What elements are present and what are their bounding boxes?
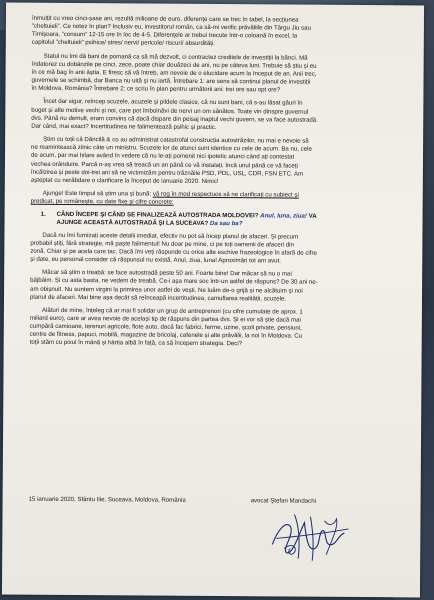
paragraph-2 — [31, 52, 401, 95]
text-line: planul de afaceri. Mai bine așa decât să reînceapă incertitudinea, camuflarea realității, scuzele. — [29, 293, 287, 303]
text-line: guvernele se schimbă, dar Banca nu uită și nu iartă. Întrebare 1: are sens să continui planul de investiții — [31, 76, 311, 86]
paragraph-4 — [31, 136, 401, 188]
text-line: bâjbâim. Și cu asta basta, ne vedem de treabă. Ce-i așa mare soc într-un astfel de răspuns? De 30 ani ne- — [30, 277, 318, 287]
paragraph-3 — [31, 98, 401, 133]
question-detail-2: Da sau ba? — [209, 220, 243, 228]
letter-body — [28, 14, 402, 505]
question-number: 1. — [40, 211, 46, 219]
text-line: vechea orânduire. Parcă n-aș vrea să treacă un an până ce vă instalați, încă unul până ce vă faceți — [30, 160, 298, 170]
text-line: buget și alte motive vechi și noi, care pot îmbolnăvi de nervi un om sănătos. Toate vin dinspre guvernul — [31, 106, 309, 116]
request-intro: Ajunge! Este timpul să știm una și bună: — [42, 189, 153, 198]
text-line: Statul nu îmi dă bani de pomană ca să mă dezvolt, ci contractez creditele de investiții la bănci. Mă — [43, 52, 308, 62]
text-line: în Moldova, România? Întrebare 2: ce scriu în plan pentru următorii ani: trei ore sau opt ore? — [31, 84, 281, 94]
question-detail-1: Anul, luna, ziua! — [260, 212, 307, 220]
text-line: Alături de mine, înțeleg că ar mai fi solidar un grup de antreprenori (cu cifre cumulate de aprox. 1 — [41, 306, 303, 316]
text-line: zonă. Chiar și pe acela care tac. Dacă îmi veți răspunde cu orice alte eschive frazeologice în afară de cifre — [30, 247, 317, 257]
text-line: miliard euro), care ar avea nevoie de același tip de răspuns din partea dvs. Și ei vor să știe dacă mai — [29, 314, 301, 324]
text-line: ne reamintească zilnic câte un ministru. Scuzele lor de atunci sunt identice cu cele de acum. Ba nu, cele — [31, 143, 312, 153]
question-1 — [31, 211, 401, 230]
paragraph-1 — [32, 15, 402, 50]
text-line: Dar când, mai exact? Incertitudinea ne falimentează psihic și practic. — [31, 122, 217, 131]
text-line: de acum, par mai hilare având în vedere că nu le-ați pomenit nici ipotetic atunci când ați contestat — [30, 152, 295, 161]
text-line: centre de fitness, papuci, mobilă, magazine de bricolaj, cafenele și alte prăvălii, la noi în Moldova. Cu — [29, 331, 303, 340]
text-line: îndatorez cu dobânzile pe cinci, zece, poate chiar douăzeci de ani, nu pe câteva luni. Trebuie să știu și eu — [31, 60, 317, 70]
text-line: și date, eu personal consider că răspunsul nu există. Anul, ziua, luna! Aproximări tot am avut. — [30, 255, 281, 265]
text-line: în ce mă bag în anii ăștia. E firesc să vă întreb, am nevoie de o elucidare acum la început de an. Anii trec, — [31, 68, 317, 78]
text-line: capitolul ”cheltuieli” psihice/ stres/ nervi/ pericole/ riscuri/ absurdități. — [31, 39, 216, 48]
question-main: CÂND ÎNCEPE ȘI CÂND SE FINALIZEAZĂ AUTOSTRADA MOLDOVEI? — [56, 211, 259, 220]
question-line2-main: AJUNGE ACEASTĂ AUTOSTRADĂ ȘI LA SUCEAVA? — [56, 219, 209, 228]
paragraph-8 — [30, 307, 400, 350]
text-line: Încet dar sigur, reîncep scuzele, acuzele și pildele clasice, că nu sunt bani, că s-au lăsat găuri în — [43, 98, 303, 108]
paragraph-7 — [30, 269, 400, 304]
text-line: probabil știți, fără strategie, mă paște falimentul! Nu doar pe mine, ci pe toți oamenii de afaceri din — [30, 239, 294, 249]
handwritten-signature — [264, 508, 354, 563]
text-line: așteptat cu nerăbdare o clarificare la început de ianuarie 2020. Nimic! — [30, 176, 219, 185]
signature-name: avocat Ștefan Mandachi — [250, 497, 317, 505]
text-line: dvs. Până nu demult, eram convins că dacă dispare din peisaj inaptul vechi guvern, se va face autostradă. — [31, 114, 318, 124]
paragraph-6 — [30, 231, 400, 266]
paragraph-5 — [31, 190, 401, 209]
text-line: toții stăm cu pixul în mână și hârtia albă în față, ca să începem strategia. Deci? — [29, 339, 243, 348]
text-line: Măcar să știm o treabă: se face autostradă peste 50 ani. Foarte bine! Dar măcar să nu o mai — [42, 269, 292, 278]
text-line: Știm cu toții că Dăncilă & co au administrat catastrofal construcția autostrăzilor, nu mai e nevoie să — [43, 135, 309, 145]
text-line: am obișnuit. Nu suntem virgini la primirea unor astfel de vești. Ne luăm de-o grijă și ne alcătuim și noi — [30, 285, 303, 295]
text-line: Dacă nu îmi furnizați aceste detalii imediat, efectiv nu pot să încep planul de afaceri. Și precum — [42, 231, 299, 241]
place-date: 15 ianuarie 2020, Sfântu Ilie, Suceava, Moldova, România — [28, 495, 186, 504]
question-mid: VA — [308, 212, 317, 221]
letter-page — [2, 3, 424, 598]
request-line-2: predicat, pe românește, cu date fixe și cifre concrete: — [30, 197, 174, 206]
letter-footer — [29, 496, 399, 509]
text-line: încălzirea și peste doi-trei ani să ne victimizăm pentru trăznăile PSD, PDL, USL, CDR, FSN ETC. Am — [30, 168, 304, 178]
text-line: înmulțit cu vreo cinci-șase ani, rezultă milioane de euro, diferențe care se trec în tabel, la secțiunea — [31, 14, 299, 24]
request-underlined: vă rog în mod respectuos să ne clarificați cu subiect și — [152, 190, 299, 199]
text-line: Timișoara, ”consum” 12-15 ore în loc de 4-5. Diferențele ar trebui trecute într-o coloană în excel, la — [31, 31, 298, 40]
text-line: ”cheltuieli”. Ce notez în plan? Inclusiv eu, investitorul român, ca să-mi verific prăvăliile din Târgu Jiu sau — [31, 22, 311, 32]
text-line: cumpără camioane, terenuri agricole, flote auto, dacă fac fabrici, ferme, uzine, școli private, pensiuni, — [29, 322, 302, 332]
